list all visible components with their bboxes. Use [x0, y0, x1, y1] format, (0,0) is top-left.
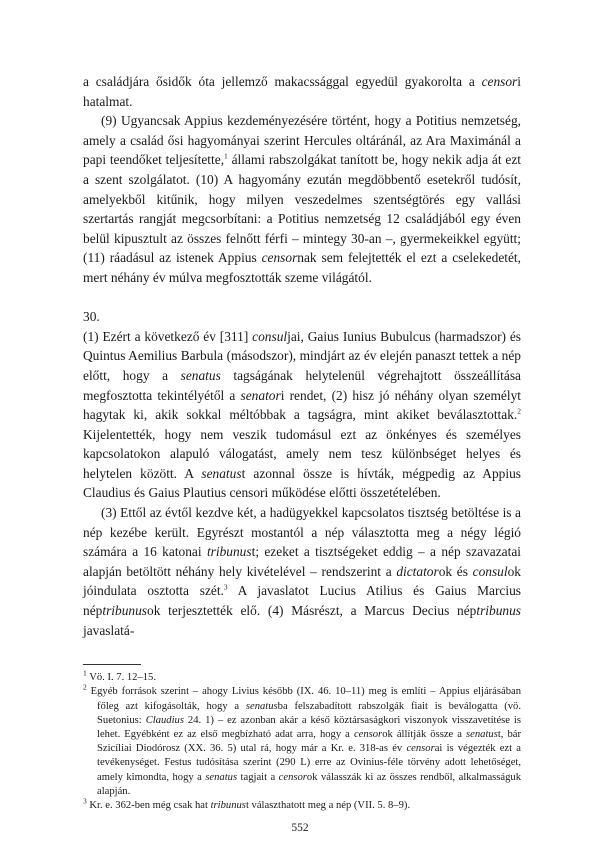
italic-term: dictator	[396, 563, 439, 579]
text-run: ok és	[438, 563, 473, 579]
text-run: A javaslatot Lucius Atilius és Gaius Marcius nép	[83, 583, 521, 619]
paragraph-p0	[83, 72, 521, 111]
text-run: (1) Ezért a következő év [311]	[83, 328, 253, 344]
text-run: i hatalmat.	[83, 74, 521, 109]
italic-term: senatus	[245, 700, 278, 712]
text-run: ok válasszák ki az összes rendből, alkalmasságuk alapján.	[97, 771, 521, 797]
text-run: (3) Ettől az évtől kezdve két, a hadügyekkel kapcsolatos tisztség betöltése is a nép kezébe került. Egyrészt mostantól a nép választotta meg a négy légió számára a 16 katonai	[83, 505, 521, 560]
text-run: ok terjesztették elő. (4) Másrészt, a Marcus Decius nép	[147, 603, 477, 619]
footnote-ref: 2	[517, 406, 521, 416]
italic-term: censor	[353, 729, 383, 741]
text-run: tagjait a	[237, 771, 279, 783]
text-run: javaslatá-	[83, 622, 135, 638]
italic-term: censor	[278, 771, 307, 783]
paragraphs-section-30	[83, 327, 521, 641]
text-run: i rendet, (2) hisz jó néhány olyan személyt hagytak ki, akik sokkal méltóbbak a tagságra, mint akiket beválasztottak.	[83, 387, 521, 423]
italic-term: censor	[481, 74, 518, 89]
italic-term: senatus	[466, 729, 498, 741]
text-run: Egyéb források szerint – ahogy Livius később (IX. 46. 10–11) meg is említi – Appius eljárásában főleg azt kifogásolták, hogy a	[86, 686, 521, 712]
text-run: t, bár Szicíliai Diodórosz (XX. 36. 5) utal rá, hogy már a Kr. e. 318-as év	[97, 729, 521, 755]
footnote-f1	[83, 668, 521, 685]
page	[83, 72, 521, 813]
paragraphs-before-section	[83, 72, 521, 288]
text-run: t választhatott meg a nép (VII. 5. 8–9).	[245, 800, 411, 812]
italic-term: tribunus	[476, 603, 521, 619]
footnote-f2	[83, 682, 521, 799]
italic-term: censor	[261, 250, 298, 266]
text-run: ok állítják össze a	[382, 729, 467, 741]
italic-term: senatus	[201, 465, 242, 481]
text-run: a családjára ősidők óta jellemző makacssággal egyedül gyakorolta a	[83, 74, 482, 89]
text-run: állami rabszolgákat tanított be, hogy nekik adja át ezt a szent szolgálatot. (10) A hagyomány ezután megdöbbentő esetekről tudósít, amelyekből kitűnik, hogy milyen veszedelmes szentségtörés egy vallási szertartás rangját megcsorbítani: a Potitius nemzetség 12 családjából egy éven belül kipusztult az összes felnőtt férfi – mintegy 30-an –, gyermekeikkel együtt; (11) ráadásul az istenek Appius	[83, 152, 521, 266]
text-run: Kr. e. 362-ben még csak hat	[86, 800, 211, 812]
text-run: (9) Ugyancsak Appius kezdeményezésére történt, hogy a Potitius nemzetség, amely a család ősi hagyományai szerint Hercules oltáránál, az Ara Maximánál a papi teendőket teljesítette,	[83, 113, 521, 168]
italic-term: senator	[240, 387, 281, 403]
italic-term: tribunus	[102, 603, 147, 619]
paragraph-p2	[83, 327, 521, 503]
footnote-ref: 3	[83, 796, 87, 806]
footnote-ref: 1	[224, 151, 228, 161]
footnote-f3	[83, 796, 521, 813]
text-run: jai, Gaius Iunius Bubulcus (harmadszor) és Quintus Aemilius Barbula (másodszor), mindjárt az év elején panaszt tettek a nép előtt, hogy a	[83, 328, 522, 383]
footnotes	[83, 668, 521, 813]
text-run: Vö. I. 7. 12–15.	[86, 672, 157, 684]
footnote-rule	[83, 664, 141, 665]
italic-term: tribunus	[210, 800, 246, 812]
italic-term: consul	[472, 563, 508, 579]
text-run: ba felszabadított rabszolgák fiait is beválogatta (vö. Suetonius:	[97, 700, 521, 726]
italic-term: senatus	[180, 367, 221, 383]
paragraph-p1	[83, 111, 521, 287]
paragraph-p3	[83, 503, 521, 640]
footnote-ref: 1	[83, 668, 87, 678]
footnote-ref: 3	[223, 582, 228, 592]
italic-term: consul	[252, 328, 288, 344]
text-run: tagságának helytelenül végrehajtott összeállítása megfosztotta tekintélyétől a	[83, 367, 521, 403]
text-run: t azonnal össze is hívták, mégpedig az Appius Claudius és Gaius Plautius censori működése előtti összetételében.	[83, 465, 521, 501]
italic-term: tribunus	[206, 544, 252, 560]
main-text	[83, 72, 521, 640]
text-run: Kijelentették, hogy nem veszik tudomásul ezt az önkényes és személyes kapcsolatokon alapuló válogatást, amely nem tesz különbséget helyes és helytelen között. A	[83, 426, 521, 481]
italic-term: senatus	[205, 771, 238, 783]
text-run: ai is végezték ezt a tevékenységet. Festus tudósítása szerint (290 L) erre az Ovinius-féle törvény adott lehetőséget, amely kimondta, hogy a	[97, 743, 521, 783]
page-number: 552	[291, 822, 309, 834]
italic-term: Claudius	[145, 714, 184, 726]
text-run: t; ezeket a tisztségeket eddig – a nép szavazatai alapján betöltött néhány hely kivételével – rendszerint a	[83, 544, 522, 579]
text-run: nak sem felejtették el ezt a cselekedetét, mert néhány év múlva megfosztották szeme világától.	[83, 250, 521, 285]
italic-term: censor	[406, 743, 435, 755]
text-run: 24. 1) – ez azonban akár a késő köztársaságkori viszonyok visszavetítése is lehet. Egyébként ez az első megbízható adat arra, hogy a	[97, 714, 521, 741]
footnote-ref: 2	[83, 682, 87, 692]
section-number: 30.	[83, 309, 100, 325]
text-run: ok jóindulata osztotta szét.	[83, 563, 521, 599]
